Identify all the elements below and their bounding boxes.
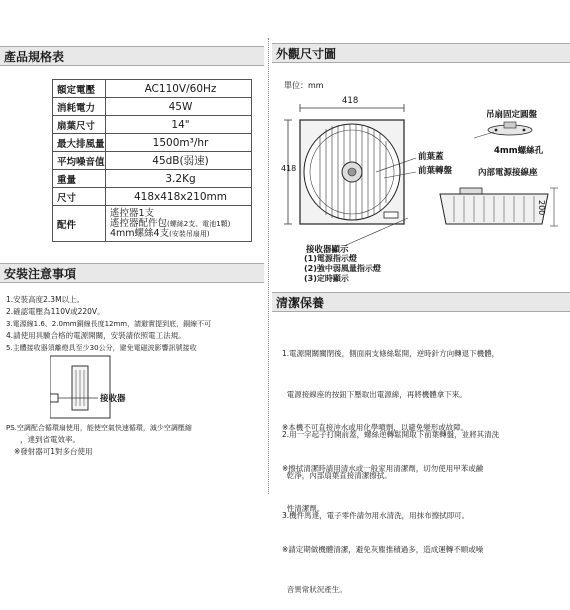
- list-item: 2.用一字起子打開前蓋，螺絲逆轉鬆開取下前葉轉盤，並將其清洗: [282, 430, 500, 439]
- spec-value: 1500m³/hr: [106, 134, 252, 152]
- spec-key: 尺寸: [53, 188, 106, 206]
- list-item: 2.確認電壓為110V或220V。: [6, 307, 105, 316]
- list-item: 1.安裝高度2.3M以上。: [6, 295, 85, 304]
- table-row: [53, 116, 252, 134]
- spec-key: 最大排風量: [53, 134, 106, 152]
- ps-notes: [6, 422, 268, 458]
- spec-key: 平均噪音值: [53, 152, 106, 170]
- inner-box-label: 內部電源接線座: [478, 168, 538, 178]
- column-divider: [268, 38, 269, 494]
- ps-line: PS.空調配合循環扇使用，能使空氣快速循環，減少空調壓縮: [6, 424, 192, 432]
- ps-line: ，達到省電效率。: [20, 435, 80, 444]
- install-diagram: [50, 352, 210, 424]
- list-item: 電源接線座的按鈕下壓取出電源線，再將機體拿下來。: [282, 389, 467, 399]
- accessory-line: 遙控器配件包: [110, 217, 168, 229]
- accessory-line: 遙控器1支: [110, 207, 155, 219]
- table-row: [53, 134, 252, 152]
- height-dimension: 418: [281, 164, 297, 173]
- spec-key: 消耗電力: [53, 98, 106, 116]
- side-view-drawing: [430, 186, 570, 236]
- unit-label: 單位：mm: [284, 81, 324, 90]
- list-item: ※擦拭清潔時請用清水或一般家用清潔劑，切勿使用甲苯或鹼: [282, 463, 484, 473]
- accessory-sub: (螺絲2支、電池1顆): [167, 219, 231, 228]
- spec-key: 重量: [53, 170, 106, 188]
- hanger-label: 吊扇固定圓盤: [486, 110, 538, 120]
- spec-value: AC110V/60Hz: [106, 80, 252, 98]
- list-item: (1)電源指示燈: [304, 254, 357, 263]
- list-item: 音異常狀況產生。: [282, 585, 347, 594]
- list-item: 3.電源線1.6、2.0mm銅線長度12mm，請避實提到底，銅線不可: [6, 320, 212, 328]
- accessory-sub: (安裝吊扇用): [169, 229, 210, 238]
- spec-value: 3.2Kg: [106, 170, 252, 188]
- list-item: 4.請使用具驗合格的電源開關，安裝請依照電工法規。: [6, 331, 186, 340]
- list-item: ※本機不可直接沖水或用化學噴劑，以避免變形或故障。: [282, 423, 469, 432]
- ps-line: ※發射器可1對多台使用: [14, 447, 93, 456]
- dimensions-header: [272, 43, 570, 63]
- spec-table: [52, 79, 252, 242]
- list-item: 3.機件馬達，電子零件請勿用水清洗，用抹布擦拭即可。: [282, 511, 470, 520]
- install-header: [0, 263, 264, 283]
- accessory-cell: [106, 206, 252, 242]
- install-title: 安裝注意事項: [4, 267, 77, 281]
- accessory-line: 4mm螺絲4支: [110, 227, 170, 239]
- front-cover-label: 前葉蓋: [418, 152, 444, 162]
- list-item: (2)強中弱風量指示燈: [304, 264, 381, 273]
- receiver-display-title: 接收器顯示: [306, 245, 349, 255]
- cleaning-notes: [282, 394, 568, 610]
- table-row: [53, 152, 252, 170]
- front-blade-label: 前葉轉盤: [418, 166, 453, 176]
- table-row: [53, 80, 252, 98]
- list-item: (3)定時顯示: [304, 274, 349, 283]
- spec-key: 額定電壓: [53, 80, 106, 98]
- list-item: 乾淨，內部扇葉直接清潔擦拭。: [282, 470, 392, 480]
- table-row: [53, 206, 252, 242]
- dimensions-title: 外觀尺寸圖: [276, 47, 337, 61]
- screw-hole-label: 4mm螺絲孔: [494, 146, 544, 156]
- spec-value: 14": [106, 116, 252, 134]
- list-item: 5.主體接收器須離燈具至少30公分，避免電磁波影響訊號接收: [6, 344, 197, 352]
- list-item: 性清潔劑。: [282, 504, 325, 513]
- cleaning-title: 清潔保養: [276, 296, 325, 310]
- table-row: [53, 188, 252, 206]
- table-row: [53, 170, 252, 188]
- receiver-label: 接收器: [100, 394, 126, 404]
- spec-header: [0, 46, 264, 66]
- install-list: [6, 294, 268, 354]
- spec-title: 產品規格表: [4, 50, 65, 64]
- list-item: ※請定期做機體清潔，避免灰塵推積過多，造成運轉不順或噪: [282, 544, 484, 554]
- spec-value: 418x418x210mm: [106, 188, 252, 206]
- receiver-box: [50, 394, 58, 402]
- table-row: [53, 98, 252, 116]
- cleaning-header: [272, 292, 570, 312]
- spec-value: 45W: [106, 98, 252, 116]
- spec-value: 45dB(弱速): [106, 152, 252, 170]
- spec-key: 扇葉尺寸: [53, 116, 106, 134]
- spec-key: 配件: [53, 206, 106, 242]
- receiver-display-list: [304, 254, 381, 284]
- depth-dimension: 200: [537, 200, 546, 216]
- list-item: 1.電源開關關閉後，側面兩支條絲鬆開，逆時針方向轉退下機體，: [282, 349, 500, 358]
- width-dimension: 418: [342, 96, 359, 106]
